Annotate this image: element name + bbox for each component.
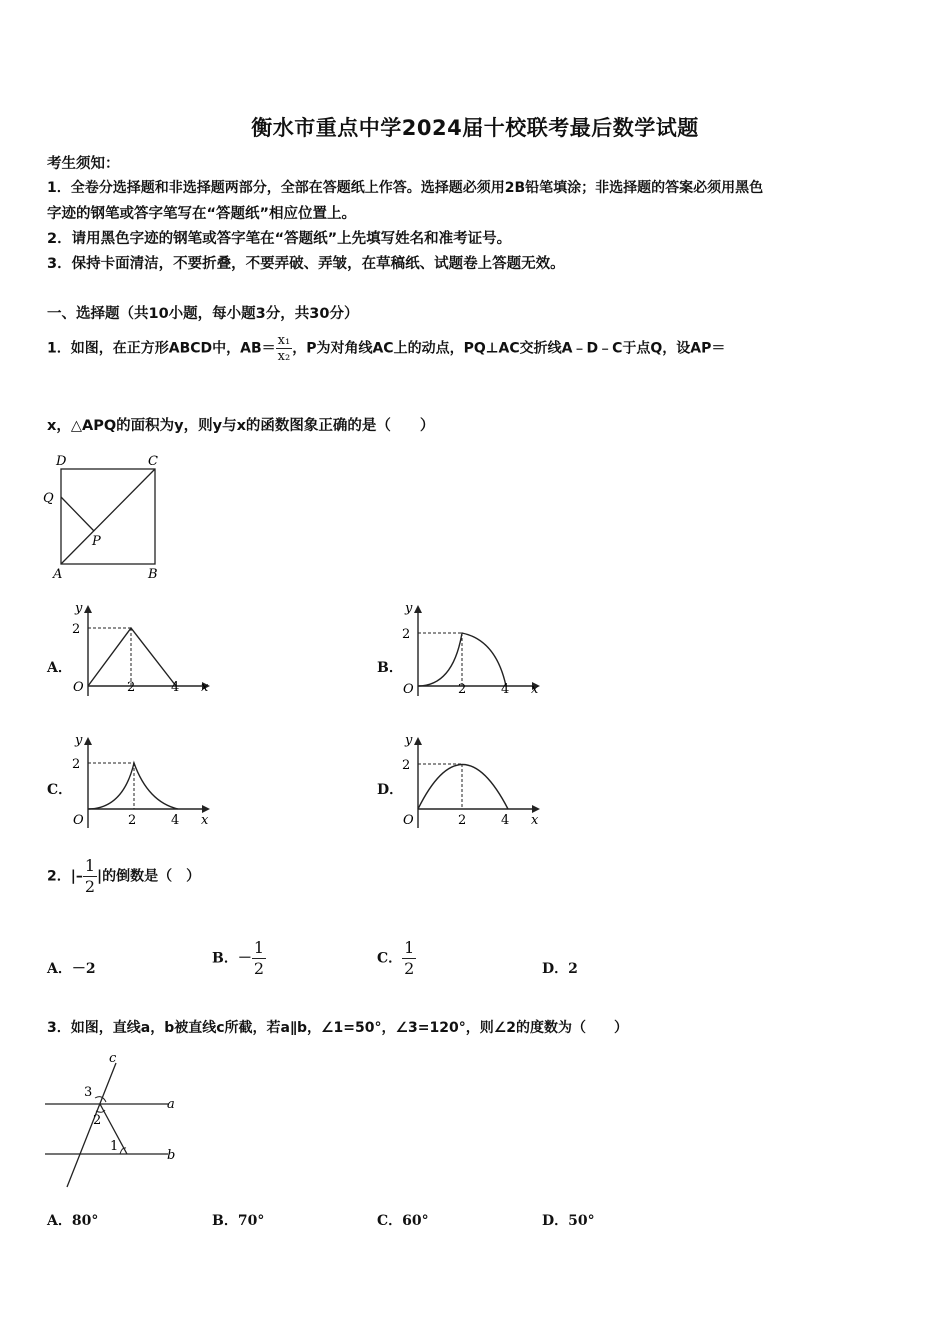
x-tick-2: 2 [128, 813, 137, 828]
option-2b [212, 938, 266, 979]
option-1a-label: A． [47, 660, 72, 676]
page-title: 衡水市重点中学2024届十校联考最后数学试题 [251, 116, 699, 140]
origin-label: O [403, 813, 414, 828]
label-p: P [92, 534, 101, 549]
line-c [67, 1063, 119, 1187]
option-1b-label: B． [377, 660, 403, 676]
graph-option-a [68, 600, 218, 700]
label-c: C [148, 454, 158, 469]
label-c: c [109, 1051, 117, 1066]
option-2b-prefix: B．－ [212, 950, 252, 967]
x-tick-4: 4 [501, 813, 510, 828]
origin-label: O [403, 682, 414, 697]
notice-item-1-line-1: 1．全卷分选择题和非选择题两部分，全部在答题纸上作答。选择题必须用2B铅笔填涂；非选择题的答案必须用黑色 [47, 180, 764, 196]
y-axis-label: y [75, 733, 83, 748]
option-3d: D．50° [542, 1213, 595, 1229]
fraction-denominator: 2 [404, 959, 415, 978]
fraction-denominator: x₂ [277, 349, 291, 364]
notice-header: 考生须知： [47, 156, 120, 172]
question-1-text-b: ，P为对角线AC上的动点，PQ⊥AC交折线A﹣D﹣C于点Q，设AP＝ [292, 340, 726, 357]
label-a: A [53, 567, 63, 582]
option-3a: A．80° [47, 1213, 99, 1229]
question-1-line-1 [47, 333, 725, 364]
graph-c-curve [88, 763, 178, 809]
graph-option-b [398, 600, 548, 700]
option-2c-prefix: C． [377, 950, 403, 967]
graph-a-curve [88, 628, 176, 686]
fraction-numerator: x₁ [277, 333, 291, 348]
fraction-denominator: 2 [253, 959, 265, 978]
angle-3-label: 3 [84, 1085, 93, 1100]
option-3c: C．60° [377, 1213, 429, 1229]
label-a: a [167, 1097, 175, 1112]
option-2c [377, 938, 416, 979]
origin-label: O [73, 680, 84, 695]
x-axis-label: x [201, 680, 209, 695]
segment-pq [61, 497, 94, 531]
label-q: Q [43, 491, 54, 506]
label-b: b [167, 1148, 176, 1163]
section-heading: 一、选择题（共10小题，每小题3分，共30分） [47, 306, 359, 322]
angle-2-label: 2 [93, 1113, 102, 1128]
fraction-numerator: 1 [404, 938, 415, 957]
angle-1-label: 1 [110, 1139, 119, 1154]
notice-item-3: 3．保持卡面清洁，不要折叠，不要弄破、弄皱，在草稿纸、试题卷上答题无效。 [47, 256, 565, 272]
option-2a: A．－2 [47, 961, 96, 977]
x-axis-label: x [531, 682, 539, 697]
x-tick-2: 2 [458, 813, 467, 828]
question-3-text: 3．如图，直线a，b被直线c所截，若a∥b，∠1=50°，∠3=120°，则∠2的度数为（ ） [47, 1020, 629, 1036]
question-1-line-2: x，△APQ的面积为y，则y与x的函数图象正确的是（ ） [47, 418, 435, 434]
graph-d-curve [418, 765, 508, 810]
question-1-fraction [276, 333, 293, 364]
diagonal-ac [61, 469, 155, 564]
label-d: D [56, 454, 67, 469]
notice-item-1-line-2: 字迹的钢笔或答字笔写在“答题纸”相应位置上。 [47, 206, 357, 222]
x-axis-label: x [201, 813, 209, 828]
y-axis-label: y [75, 601, 83, 616]
y-axis-label: y [405, 601, 413, 616]
y-tick-2: 2 [402, 627, 411, 642]
fraction-denominator: 2 [84, 877, 96, 896]
x-tick-4: 4 [171, 813, 180, 828]
notice-item-2: 2．请用黑色字迹的钢笔或答字笔在“答题纸”上先填写姓名和准考证号。 [47, 231, 512, 247]
label-b: B [148, 567, 158, 582]
y-axis-label: y [405, 733, 413, 748]
square-abcd-figure [40, 450, 175, 585]
question-2-line [47, 856, 200, 897]
question-2-suffix: |的倒数是（ ） [97, 868, 201, 885]
question-1-text-a: 1．如图，在正方形ABCD中，AB＝ [47, 340, 276, 357]
question-2-prefix: 2．|– [47, 868, 83, 885]
option-1c-label: C． [47, 782, 73, 798]
parallel-lines-figure [40, 1050, 190, 1195]
graph-option-d [398, 732, 548, 832]
option-1d-label: D． [377, 782, 404, 798]
x-tick-4: 4 [501, 682, 510, 697]
option-2c-fraction [402, 938, 416, 979]
question-2-fraction [83, 856, 97, 897]
y-tick-2: 2 [402, 758, 411, 773]
option-3b: B．70° [212, 1213, 265, 1229]
fraction-numerator: 1 [84, 856, 96, 875]
x-tick-2: 2 [127, 680, 136, 695]
fraction-numerator: 1 [253, 938, 265, 957]
option-2d: D．2 [542, 961, 578, 977]
y-tick-2: 2 [72, 622, 81, 637]
y-tick-2: 2 [72, 757, 81, 772]
x-tick-4: 4 [171, 680, 180, 695]
x-axis-label: x [531, 813, 539, 828]
x-tick-2: 2 [458, 682, 467, 697]
origin-label: O [73, 813, 84, 828]
graph-option-c [68, 732, 218, 832]
option-2b-fraction [252, 938, 266, 979]
